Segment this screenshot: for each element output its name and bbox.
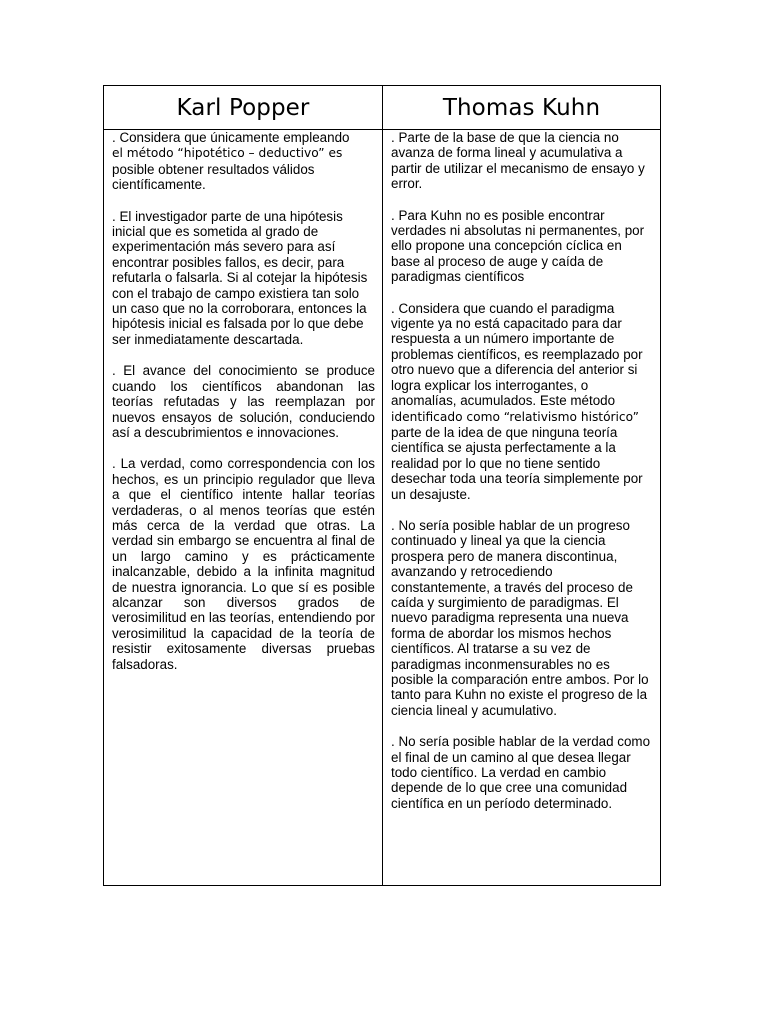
kuhn-p3-method: identificado como “relativismo histórico” <box>391 409 639 424</box>
kuhn-paragraph-3 <box>391 301 653 502</box>
kuhn-p3-end: parte de la idea de que ninguna teoría científica se ajusta perfectamente a la realidad por lo que no tiene sentido desechar toda una teoría simplemente por un desajuste. <box>391 424 643 502</box>
kuhn-paragraph-1: . Parte de la base de que la ciencia no avanza de forma lineal y acumulativa a partir de utilizar el mecanismo de ensayo y error. <box>391 130 645 192</box>
kuhn-paragraph-2: . Para Kuhn no es posible encontrar verdades ni absolutas ni permanentes, por ello propone una concepción cíclica en base al proceso de auge y caída de paradigmas científicos <box>391 207 645 285</box>
comparison-table <box>103 85 661 886</box>
kuhn-p3-start: . Considera que cuando el paradigma vigente ya no está capacitado para dar respuesta a un número importante de problemas científicos, es reemplazado por otro nuevo que a diferencia del anterior si logra explicar los interrogantes, o anomalías, acumulados. Este método <box>391 300 643 409</box>
popper-p1-method: el método “hipotético – deductivo” es <box>112 146 343 161</box>
popper-paragraph-2: . El investigador parte de una hipótesis inicial que es sometida al grado de experimentación más severo para así encontrar posibles fallos, es decir, para refutarla o falsarla. Si al cotejar la hipótesis con el trabajo de campo existiera tan solo un caso que no la corroborara, entonces la hipótesis inicial es falsada por lo que debe ser inmediatamente descartada. <box>112 208 368 347</box>
column-divider <box>382 86 383 885</box>
popper-paragraph-3: . El avance del conocimiento se produce cuando los científicos abandonan las teorías refutadas y las reemplazan por nuevos ensayos de solución, conduciendo así a descubrimientos e innovaciones. <box>112 363 375 440</box>
kuhn-column <box>391 130 653 827</box>
kuhn-paragraph-5: . No sería posible hablar de la verdad como el final de un camino al que desea llegar todo científico. La verdad en cambio depende de lo que cree una comunidad científica en un período determinado. <box>391 734 651 811</box>
popper-p1-end: posible obtener resultados válidos científicamente. <box>112 161 315 193</box>
header-kuhn: Thomas Kuhn <box>442 94 601 121</box>
popper-p1-start: . Considera que únicamente empleando <box>112 130 350 145</box>
kuhn-paragraph-4: . No sería posible hablar de un progreso continuado y lineal ya que la ciencia prospera pero de manera discontinua, avanzando y retrocediendo constantemente, a través del proceso de caída y surgimiento de paradigmas. El nuevo paradigma representa una nueva forma de abordar los mismos hechos científicos. Al tratarse a su vez de paradigmas inconmensurables no es posible la comparación entre ambos. Por lo tanto para Kuhn no existe el progreso de la ciencia lineal y acumulativo. <box>391 517 649 718</box>
popper-paragraph-1 <box>112 130 375 193</box>
popper-paragraph-4: . La verdad, como correspondencia con los hechos, es un principio regulador que lleva a que el científico intente hallar teorías verdaderas, o al menos teorías que estén más cerca de la verdad que otras. La verdad sin embargo se encuentra al final de un largo camino y es prácticamente inalcanzable, debido a la infinita magnitud de nuestra ignorancia. Lo que sí es posible alcanzar son diversos grados de verosimilitud en las teorías, entendiendo por verosimilitud la capacidad de la teoría de resistir exitosamente diversas pruebas falsadoras. <box>112 456 375 672</box>
header-popper: Karl Popper <box>176 94 310 121</box>
popper-column <box>112 130 375 688</box>
